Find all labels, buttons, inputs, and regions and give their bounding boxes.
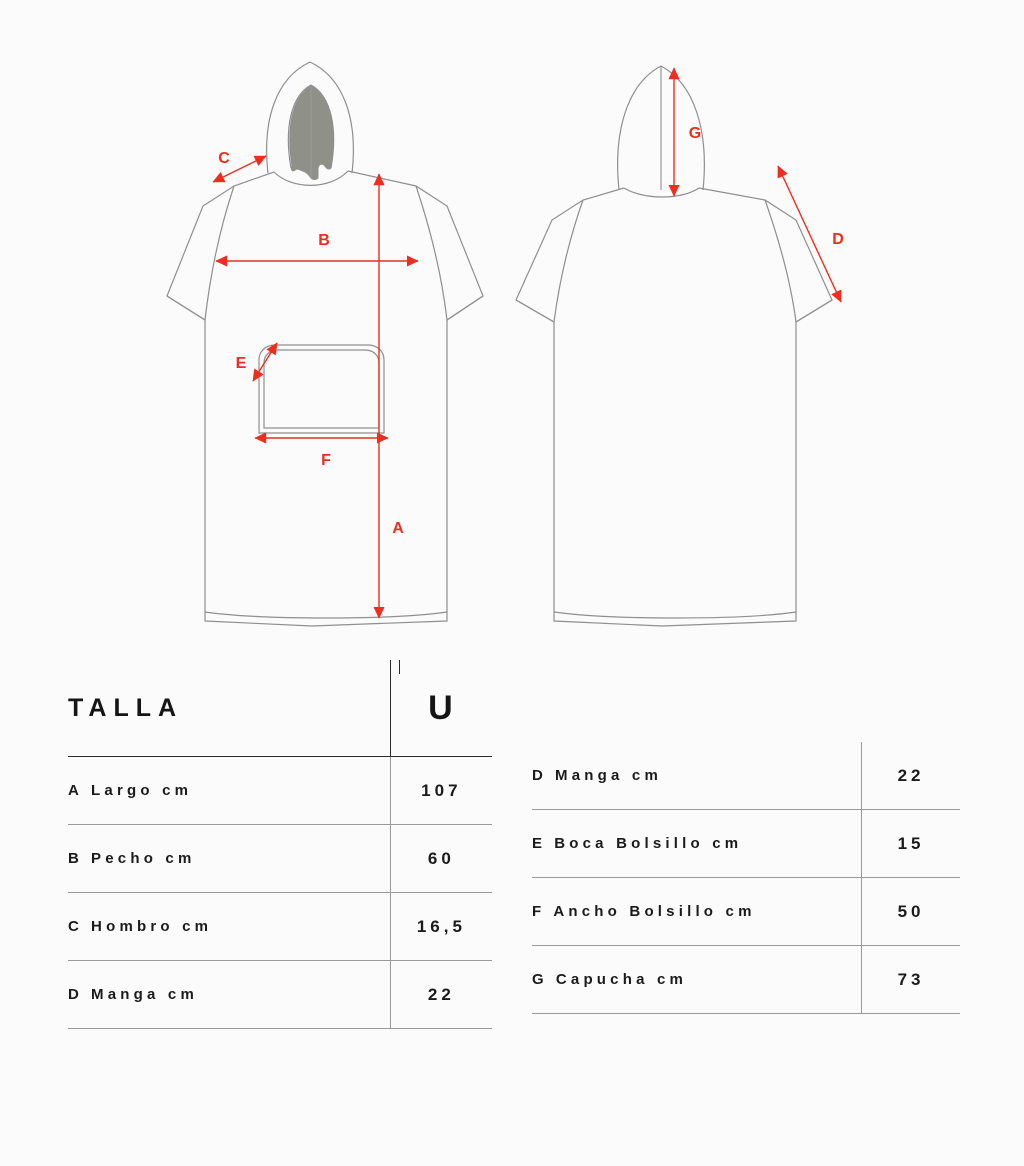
- row-label-f: [532, 878, 862, 946]
- row-label-b: [68, 825, 390, 893]
- row-key-f: F: [532, 903, 546, 920]
- row-value-b: 60: [390, 825, 492, 893]
- row-name-a: Largo cm: [91, 782, 193, 799]
- row-label-e: [532, 810, 862, 878]
- size-table-right: [532, 742, 960, 1014]
- table-row: [68, 757, 492, 825]
- row-key-g: G: [532, 971, 548, 988]
- row-value-c: 16,5: [390, 893, 492, 961]
- size-column-header: U: [390, 660, 492, 757]
- row-label-d-right: [532, 742, 862, 810]
- row-name-g: Capucha cm: [555, 971, 688, 988]
- label-e: E: [235, 355, 247, 372]
- row-label-g: [532, 946, 862, 1014]
- table-row: [68, 961, 492, 1029]
- size-table-left: [68, 660, 492, 1029]
- front-measure-lines: [213, 156, 418, 618]
- label-a: A: [392, 520, 404, 537]
- table-row: [532, 946, 960, 1014]
- table-row: [532, 810, 960, 878]
- row-name-c: Hombro cm: [91, 918, 213, 935]
- label-f: F: [321, 452, 331, 469]
- label-d: D: [832, 231, 844, 248]
- row-value-d-left: 22: [390, 961, 492, 1029]
- row-label-c: [68, 893, 390, 961]
- row-value-d-right: 22: [862, 742, 960, 810]
- label-b: B: [318, 232, 330, 249]
- row-name-d-right: Manga cm: [555, 767, 662, 784]
- row-value-e: 15: [862, 810, 960, 878]
- row-key-a: A: [68, 782, 84, 799]
- row-name-d-left: Manga cm: [91, 986, 198, 1003]
- label-g: G: [688, 125, 702, 142]
- table-row: [68, 893, 492, 961]
- label-c: C: [218, 150, 230, 167]
- row-key-d-right: D: [532, 767, 548, 784]
- table-title: TALLA: [68, 660, 390, 757]
- back-measure-lines: [674, 68, 841, 302]
- row-name-f: Ancho Bolsillo cm: [553, 903, 756, 920]
- row-label-a: [68, 757, 390, 825]
- row-key-d-left: D: [68, 986, 84, 1003]
- table-row: [532, 742, 960, 810]
- row-label-d-left: [68, 961, 390, 1029]
- row-value-f: 50: [862, 878, 960, 946]
- table-header-row: [68, 660, 492, 757]
- row-name-e: Boca Bolsillo cm: [554, 835, 743, 852]
- row-value-g: 73: [862, 946, 960, 1014]
- table-row: [68, 825, 492, 893]
- table-row: [532, 878, 960, 946]
- row-key-c: C: [68, 918, 84, 935]
- row-key-b: B: [68, 850, 84, 867]
- row-value-a: 107: [390, 757, 492, 825]
- row-key-e: E: [532, 835, 547, 852]
- row-name-b: Pecho cm: [91, 850, 196, 867]
